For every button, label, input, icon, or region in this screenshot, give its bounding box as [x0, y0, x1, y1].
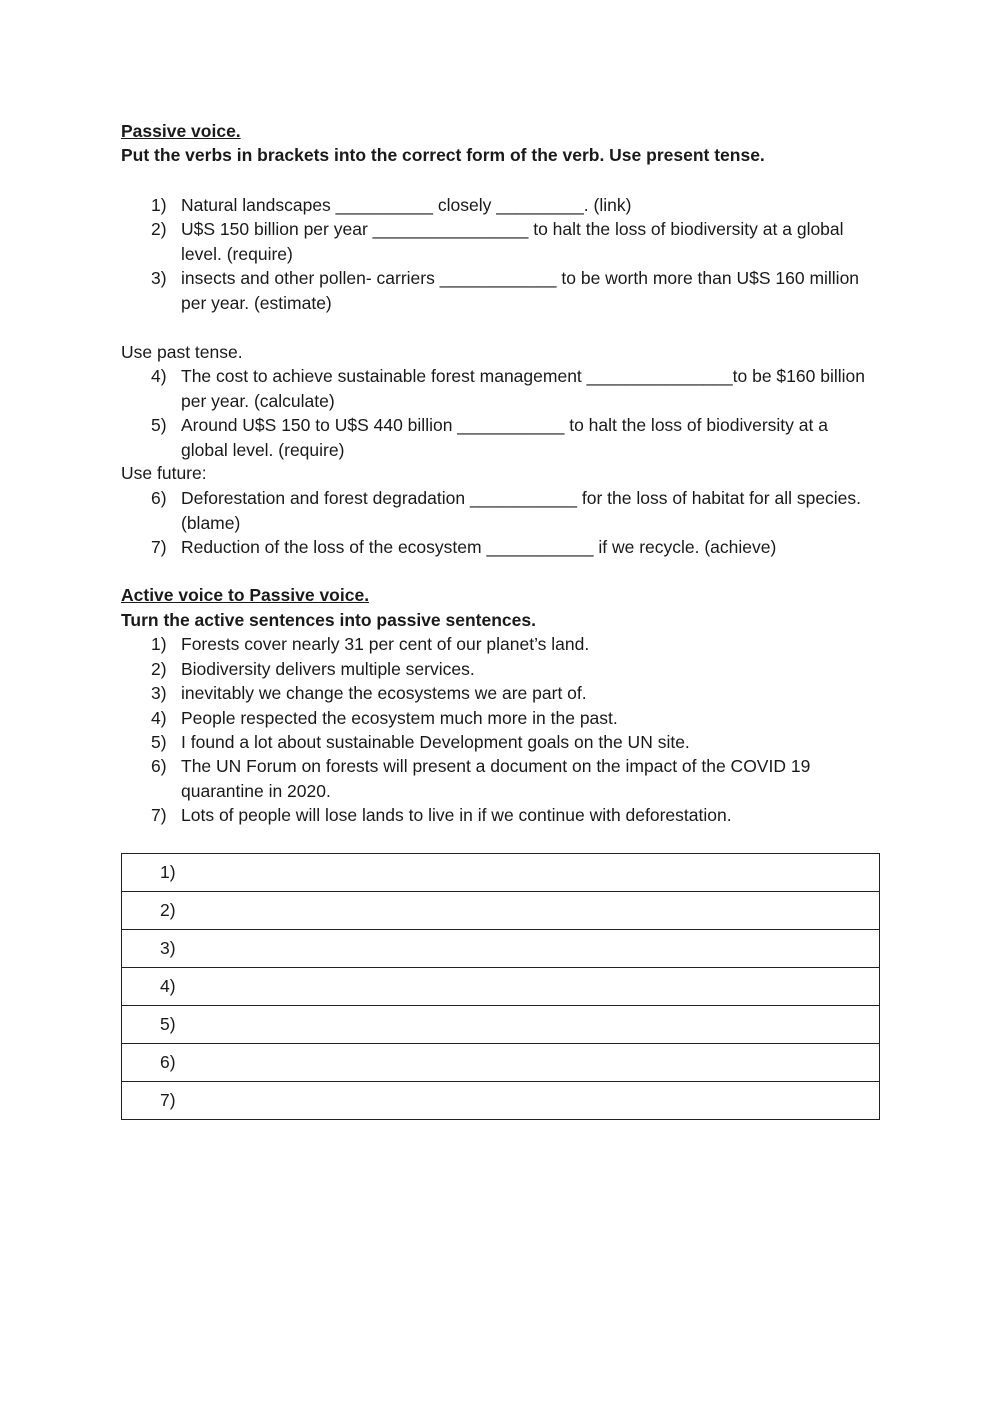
exercise2-item-1: [151, 632, 871, 657]
answer-cell[interactable]: 5): [122, 1006, 880, 1044]
exercise2-item-4: [151, 706, 871, 731]
past-tense-label: Use past tense.: [121, 342, 243, 362]
item-number: 3): [151, 268, 167, 288]
answer-table: [121, 853, 880, 1120]
item-number: 1): [151, 195, 167, 215]
item-text: Lots of people will lose lands to live in if we continue with deforestation.: [181, 805, 732, 825]
item-text: The cost to achieve sustainable forest management _______________to be $160 billion per year. (calculate): [181, 366, 865, 411]
item-text: inevitably we change the ecosystems we are part of.: [181, 683, 587, 703]
item-text: Biodiversity delivers multiple services.: [181, 659, 475, 679]
item-text: insects and other pollen- carriers ____________ to be worth more than U$S 160 million per year. (estimate): [181, 268, 860, 313]
item-number: 1): [151, 634, 167, 654]
answer-cell[interactable]: 1): [122, 854, 880, 892]
answer-cell[interactable]: 2): [122, 892, 880, 930]
item-text: Around U$S 150 to U$S 440 billion ___________ to halt the loss of biodiversity at a global level. (require): [181, 415, 828, 460]
exercise1-item-1: [151, 193, 871, 218]
section1-title: Passive voice.: [121, 121, 241, 141]
exercise2-item-6: [151, 754, 871, 803]
exercise1-item-3: [151, 266, 871, 315]
item-number: 7): [151, 805, 167, 825]
item-number: 3): [151, 683, 167, 703]
item-text: U$S 150 billion per year ________________ to halt the loss of biodiversity at a global level. (require): [181, 219, 844, 264]
section2-title: Active voice to Passive voice.: [121, 585, 370, 605]
exercise2-item-2: [151, 657, 871, 682]
item-number: 5): [151, 732, 167, 752]
item-number: 6): [151, 488, 167, 508]
exercise2-item-5: [151, 730, 871, 755]
answer-row: [122, 968, 880, 1006]
exercise2-item-3: [151, 681, 871, 706]
item-text: Forests cover nearly 31 per cent of our planet’s land.: [181, 634, 590, 654]
item-text: Deforestation and forest degradation ___________ for the loss of habitat for all species. (blame): [181, 488, 862, 533]
item-text: Reduction of the loss of the ecosystem ___________ if we recycle. (achieve): [181, 537, 777, 557]
item-text: I found a lot about sustainable Development goals on the UN site.: [181, 732, 690, 752]
item-number: 5): [151, 415, 167, 435]
item-number: 6): [151, 756, 167, 776]
item-text: People respected the ecosystem much more in the past.: [181, 708, 618, 728]
exercise1-item-4: [151, 364, 871, 413]
answer-row: [122, 854, 880, 892]
section2-instruction: Turn the active sentences into passive sentences.: [121, 610, 536, 630]
exercise1-item-2: [151, 217, 871, 266]
exercise1-item-7: [151, 535, 871, 560]
exercise2-item-7: [151, 803, 871, 828]
item-number: 4): [151, 366, 167, 386]
exercise1-item-6: [151, 486, 871, 535]
answer-cell[interactable]: 4): [122, 968, 880, 1006]
future-label: Use future:: [121, 463, 207, 483]
answer-row: [122, 1044, 880, 1082]
item-number: 4): [151, 708, 167, 728]
item-number: 7): [151, 537, 167, 557]
answer-row: [122, 892, 880, 930]
answer-row: [122, 1006, 880, 1044]
answer-cell[interactable]: 6): [122, 1044, 880, 1082]
item-text: Natural landscapes __________ closely _________. (link): [181, 195, 632, 215]
answer-cell[interactable]: 7): [122, 1082, 880, 1120]
answer-row: [122, 1082, 880, 1120]
item-number: 2): [151, 659, 167, 679]
item-text: The UN Forum on forests will present a document on the impact of the COVID 19 quarantine in 2020.: [181, 756, 811, 801]
exercise1-item-5: [151, 413, 871, 462]
answer-row: [122, 930, 880, 968]
answer-cell[interactable]: 3): [122, 930, 880, 968]
section1-instruction: Put the verbs in brackets into the correct form of the verb. Use present tense.: [121, 145, 765, 165]
item-number: 2): [151, 219, 167, 239]
